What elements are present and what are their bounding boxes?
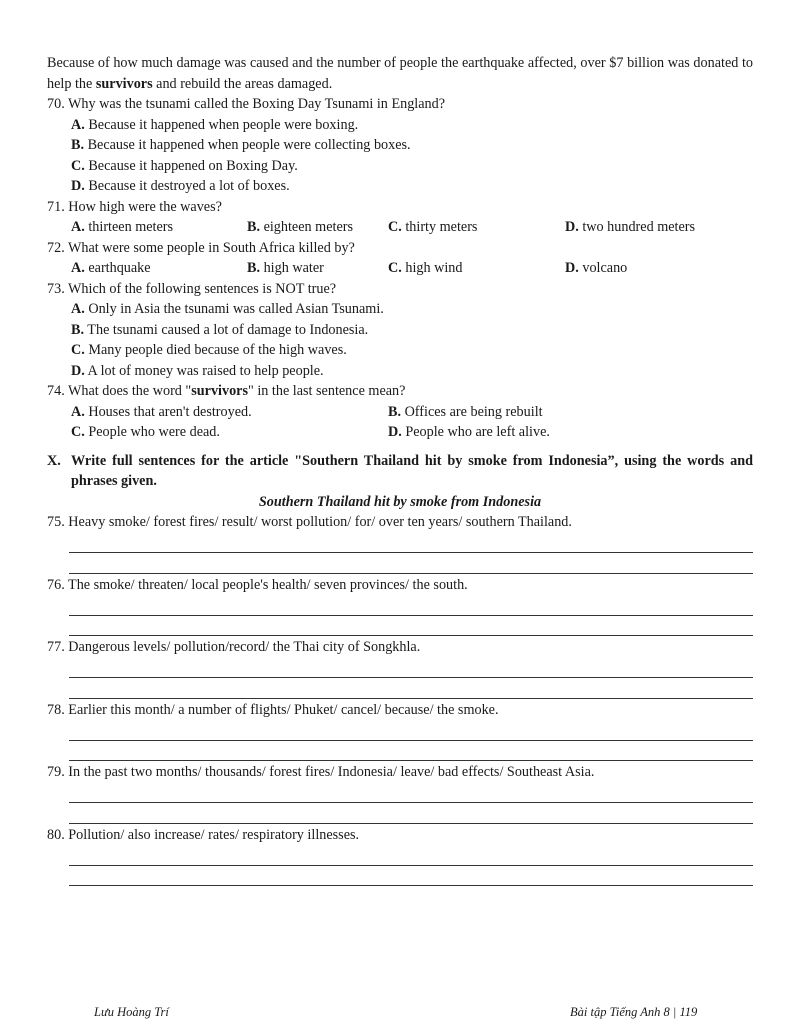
- question-73: 73. Which of the following sentences is NOT true?: [47, 280, 337, 297]
- section-x-heading: X. Write full sentences for the article "Southern Thailand hit by smoke from Indonesia”, using the words and phrases given.: [47, 452, 753, 489]
- q70-option-b: B. Because it happened when people were collecting boxes.: [71, 137, 411, 153]
- prompt-76: 76. The smoke/ threaten/ local people's health/ seven provinces/ the south.: [47, 576, 468, 593]
- q73-option-d: D. A lot of money was raised to help people.: [71, 362, 324, 379]
- prompt-78: 78. Earlier this month/ a number of flights/ Phuket/ cancel/ because/ the smoke.: [47, 701, 499, 718]
- writing-question-78: [47, 700, 753, 762]
- q74-option-a: A. Houses that aren't destroyed.: [71, 403, 252, 420]
- q70-option-a: A. Because it happened when people were boxing.: [71, 116, 359, 133]
- question-72: 72. What were some people in South Africa killed by?: [47, 239, 355, 256]
- prompt-77: 77. Dangerous levels/ pollution/record/ the Thai city of Songkhla.: [47, 639, 421, 655]
- answer-line[interactable]: [69, 741, 753, 762]
- question-70: 70. Why was the tsunami called the Boxing Day Tsunami in England?: [47, 96, 446, 112]
- q71-options: [47, 217, 753, 238]
- q70-option-c: C. Because it happened on Boxing Day.: [71, 157, 298, 174]
- q71-option-b: B. eighteen meters: [247, 219, 353, 235]
- writing-question-75: [47, 512, 753, 574]
- q73-option-a: A. Only in Asia the tsunami was called Asian Tsunami.: [71, 301, 384, 317]
- answer-line[interactable]: [69, 720, 753, 741]
- q73-option-c: C. Many people died because of the high waves.: [71, 342, 347, 358]
- q70-option-d: D. Because it destroyed a lot of boxes.: [71, 178, 290, 194]
- question-74: 74. What does the word "survivors" in the last sentence mean?: [47, 383, 406, 399]
- answer-line[interactable]: [69, 845, 753, 866]
- q74-options-row-2: [47, 422, 753, 443]
- q71-option-c: C. thirty meters: [388, 219, 478, 235]
- q72-options: [47, 258, 753, 279]
- q72-option-d: D. volcano: [565, 260, 628, 276]
- intro-paragraph: Because of how much damage was caused and the number of people the earthquake affected, over $7 billion was donated to help the survivors and rebuild the areas damaged.: [47, 55, 753, 92]
- worksheet-page: [47, 53, 753, 887]
- article-title: Southern Thailand hit by smoke from Indonesia: [258, 493, 542, 510]
- footer-book-page: Bài tập Tiếng Anh 8 | 119: [570, 1005, 698, 1019]
- writing-question-77: [47, 637, 753, 699]
- prompt-80: 80. Pollution/ also increase/ rates/ respiratory illnesses.: [47, 826, 360, 843]
- writing-question-76: [47, 575, 753, 637]
- answer-line[interactable]: [69, 533, 753, 554]
- question-71: 71. How high were the waves?: [47, 198, 222, 215]
- q71-option-a: A. thirteen meters: [71, 219, 174, 235]
- q74-option-b: B. Offices are being rebuilt: [388, 403, 543, 420]
- answer-line[interactable]: [69, 658, 753, 679]
- answer-line[interactable]: [69, 866, 753, 887]
- answer-line[interactable]: [69, 783, 753, 804]
- writing-question-79: [47, 762, 753, 824]
- answer-line[interactable]: [69, 616, 753, 637]
- q73-option-b: B. The tsunami caused a lot of damage to Indonesia.: [71, 321, 369, 338]
- answer-line[interactable]: [69, 803, 753, 824]
- answer-line[interactable]: [69, 678, 753, 699]
- q72-option-b: B. high water: [247, 260, 324, 276]
- intro-bold-word: survivors: [95, 75, 153, 92]
- answer-line[interactable]: [69, 553, 753, 574]
- q74-options-row-1: [47, 402, 753, 423]
- prompt-79: 79. In the past two months/ thousands/ forest fires/ Indonesia/ leave/ bad effects/ Southeast Asia.: [47, 764, 595, 780]
- q74-option-c: C. People who were dead.: [71, 424, 220, 440]
- q74-option-d: D. People who are left alive.: [388, 424, 550, 440]
- writing-question-80: [47, 825, 753, 887]
- q72-option-a: A. earthquake: [71, 260, 151, 276]
- prompt-75: 75. Heavy smoke/ forest fires/ result/ worst pollution/ for/ over ten years/ southern Thailand.: [47, 514, 572, 530]
- q71-option-d: D. two hundred meters: [565, 219, 696, 235]
- answer-line[interactable]: [69, 595, 753, 616]
- q72-option-c: C. high wind: [388, 260, 463, 276]
- footer-author: Lưu Hoàng Trí: [94, 1005, 169, 1019]
